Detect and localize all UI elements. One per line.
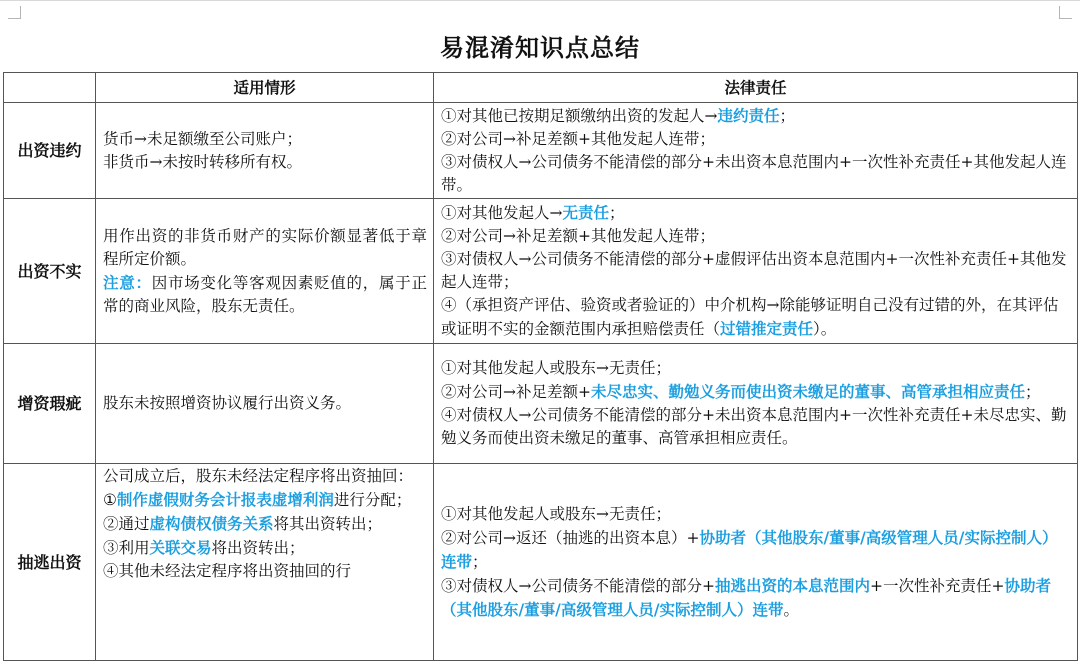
header-liability: 法律责任 (434, 73, 1078, 103)
situation-line: ④其他未经法定程序将出资抽回的行 (103, 562, 352, 580)
row-name: 出资不实 (4, 199, 96, 344)
highlight-text: 过错推定责任 (720, 319, 814, 338)
note-label: 注意： (103, 272, 152, 292)
liability-line: ④对债权人→公司债务不能清偿的部分+未出资本息范围内+一次性补充责任+未尽忠实、勤勉义务而使出资未缴足的董事、高管承担相应责任。 (441, 406, 1067, 447)
situation-line: 公司成立后，股东未经法定程序将出资抽回： (103, 467, 414, 485)
row-name: 抽逃出资 (4, 464, 96, 661)
liability-line: ①对其他发起人或股东→无责任； (441, 504, 671, 523)
liability-cell (434, 344, 1078, 464)
liability-cell (434, 199, 1078, 344)
table-row-capital-default (4, 103, 1078, 199)
liability-line: ②对公司→补足差额+其他发起人连带； (441, 227, 715, 245)
liability-text: ①对其他发起人→ (441, 204, 563, 222)
liability-text: 。 (783, 600, 800, 619)
highlight-text: 协助者（其他股东/董事/高级管理人员/实际控制人）连带 (441, 527, 1058, 571)
summary-table (3, 72, 1078, 661)
row-name: 增资瑕疵 (4, 344, 96, 464)
page-top-rule (0, 0, 1080, 1)
liability-text: ； (779, 107, 796, 125)
note-text: 因市场变化等客观因素贬值的，属于正常的商业风险，股东无责任。 (103, 273, 427, 315)
situation-line: 用作出资的非货币财产的实际价额显著低于章程所定价额。 (103, 226, 427, 268)
liability-text: ③对债权人→公司债务不能清偿的部分+ (441, 576, 715, 595)
liability-text: +一次性补充责任+ (870, 576, 1005, 595)
liability-line (441, 104, 1071, 128)
liability-text: ④（承担资产评估、验资或者验证的）中介机构→除能够证明自己没有过错的外，在其评估或证明不实的金额范围内承担赔偿责任（ (441, 296, 1059, 338)
situation-line (103, 512, 427, 536)
situation-text: 将其出资转出； (273, 515, 383, 533)
highlight-text: 违约责任 (717, 106, 780, 125)
liability-line: ①对其他发起人或股东→无责任； (441, 359, 671, 377)
table-row-capital-increase-defect (4, 344, 1078, 464)
crop-mark-left (8, 6, 21, 19)
table-header-row (4, 73, 1078, 103)
table-row-false-capital (4, 199, 1078, 344)
header-blank (4, 73, 96, 103)
page-title: 易混淆知识点总结 (440, 33, 640, 62)
liability-line: ②对公司→补足差额+其他发起人连带； (441, 130, 715, 148)
situation-text: ③利用 (103, 539, 150, 557)
situation-line: 非货币→未按时转移所有权。 (103, 152, 302, 171)
liability-text: ）。 (813, 320, 837, 338)
table-row-capital-withdrawal (4, 464, 1078, 661)
situation-cell (96, 103, 434, 199)
situation-line: 货币→未足额缴至公司账户； (103, 129, 302, 148)
liability-line (441, 526, 1071, 574)
liability-text: ； (472, 552, 488, 571)
liability-cell (434, 464, 1078, 661)
liability-line: ③对债权人→公司债务不能清偿的部分+虚假评估出资本息范围内+一次性补充责任+其他发起人连带； (441, 250, 1067, 291)
liability-line (441, 294, 1071, 341)
highlight-text: 关联交易 (149, 538, 212, 557)
liability-text: ②对公司→补足差额+ (441, 383, 591, 401)
liability-line: ③对债权人→公司债务不能清偿的部分+未出资本息范围内+一次性补充责任+其他发起人连带。 (441, 153, 1067, 194)
situation-text: ②通过 (103, 515, 150, 533)
liability-text: ； (1025, 383, 1041, 401)
highlight-text: 无责任 (562, 203, 610, 222)
header-situation: 适用情形 (96, 73, 434, 103)
situation-line (103, 536, 427, 560)
situation-cell (96, 199, 434, 344)
crop-mark-right (1059, 6, 1072, 19)
liability-line (441, 380, 1071, 404)
situation-text: 将出资转出； (211, 539, 305, 557)
situation-text: ① (103, 491, 117, 509)
situation-cell (96, 464, 434, 661)
liability-text: ①对其他已按期足额缴纳出资的发起人→ (441, 107, 718, 125)
liability-text: ； (609, 204, 625, 222)
liability-cell (434, 103, 1078, 199)
situation-text: 进行分配； (333, 491, 412, 509)
situation-cell: 股东未按照增资协议履行出资义务。 (96, 344, 434, 464)
highlight-text: 未尽忠实、勤勉义务而使出资未缴足的董事、高管承担相应责任 (590, 382, 1025, 401)
liability-line (441, 574, 1071, 622)
highlight-text: 虚构债权债务关系 (149, 514, 274, 533)
highlight-text: 抽逃出资的本息范围内 (714, 575, 870, 595)
highlight-text: 制作虚假财务会计报表虚增利润 (116, 490, 334, 509)
highlight-text: 协助者（其他股东/董事/高级管理人员/实际控制人）连带 (441, 575, 1051, 619)
row-name: 出资违约 (4, 103, 96, 199)
situation-note (103, 271, 427, 318)
situation-line (103, 488, 427, 512)
liability-text: ②对公司→返还（抽逃的出资本息）+ (441, 528, 700, 547)
liability-line (441, 201, 1071, 225)
